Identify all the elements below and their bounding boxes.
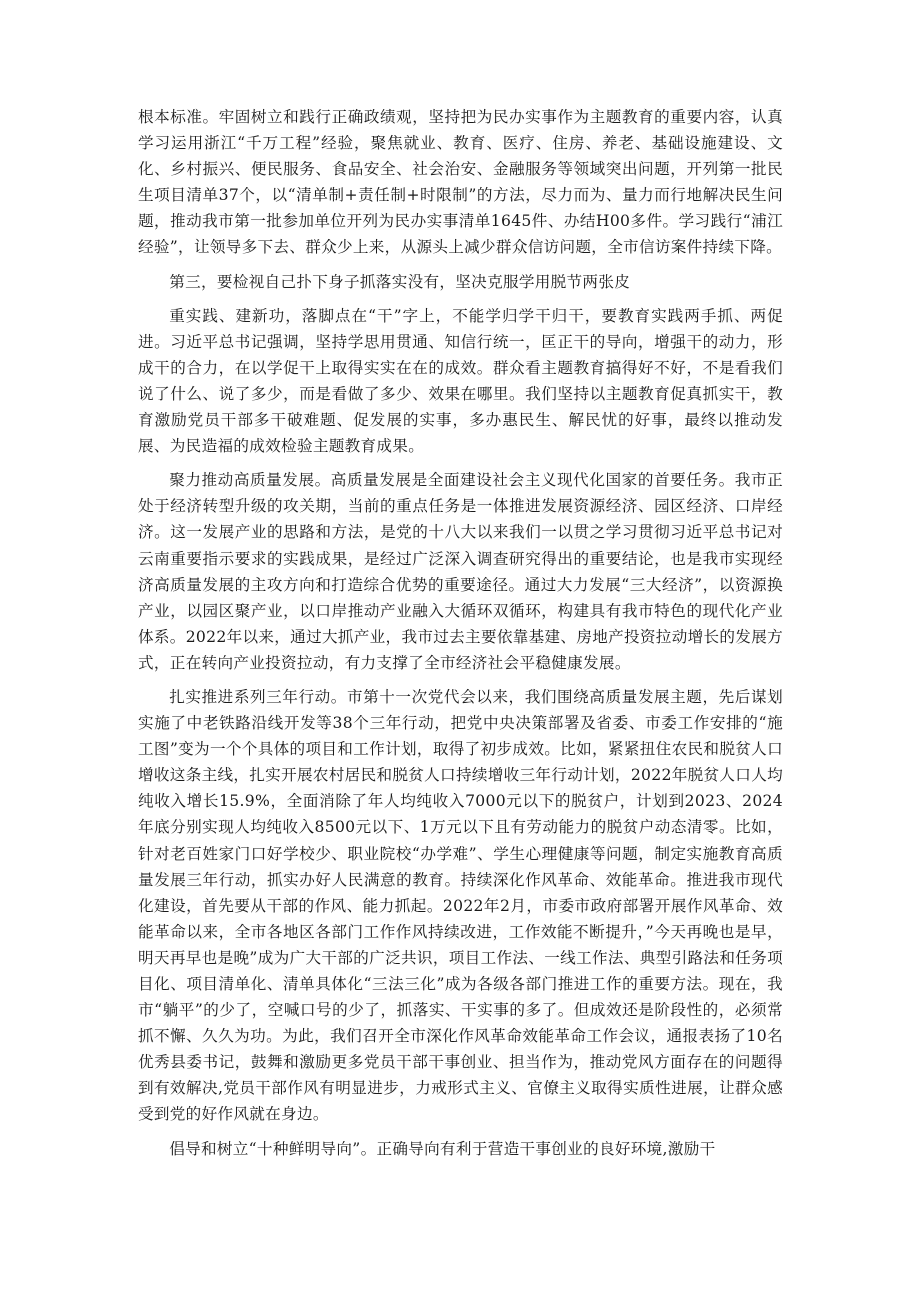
section-heading-third: 第三，要检视自己扑下身子抓落实没有，坚决克服学用脱节两张皮 — [169, 272, 631, 291]
paragraph-high-quality-development: 聚力推动高质量发展。高质量发展是全面建设社会主义现代化国家的首要任务。我市正处于经济转型升级的攻关期，当前的重点任务是一体推进发展资源经济、园区经济、口岸经济。这一发展产业的思路和方法，是党的十八大以来我们一以贯之学习贯彻习近平总书记对云南重要指示要求的实践成果，是经过广泛深入调查研究得出的重要结论，也是我市实现经济高质量发展的主攻方向和打造综合优势的重要途径。通过大力发展“三大经济”，以资源换产业，以园区聚产业，以口岸推动产业融入大循环双循环，构建具有我市特色的现代化产业体系。2022年以来，通过大抓产业，我市过去主要依靠基建、房地产投资拉动增长的发展方式，正在转向产业投资拉动，有力支撑了全市经济社会平稳健康发展。 — [138, 471, 783, 672]
paragraph-ten-orientations: 倡导和树立“十种鲜明导向”。正确导向有利于营造干事创业的良好环境,激励干 — [169, 1139, 716, 1158]
paragraph-continuation: 根本标准。牢固树立和践行正确政绩观，坚持把为民办实事作为主题教育的重要内容，认真学习运用浙江“千万工程”经验，聚焦就业、教育、医疗、住房、养老、基础设施建设、文化、乡村振兴、便民服务、食品安全、社会治安、金融服务等领域突出问题，开列第一批民生项目清单37个，以“清单制+责任制+时限制”的方法，尽力而为、量力而行地解决民生问题，推动我市第一批参加单位开列为民办实事清单1645件、办结H00多件。学习践行“浦江经验”，让领导多下去、群众少上来，从源头上减少群众信访问题，全市信访案件持续下降。 — [138, 108, 783, 257]
paragraph-three-year-actions: 扎实推进系列三年行动。市第十一次党代会以来，我们围绕高质量发展主题，先后谋划实施了中老铁路沿线开发等38个三年行动，把党中央决策部署及省委、市委工作安排的“施工图”变为一个个具体的项目和工作计划，取得了初步成效。比如，紧紧扭住农民和脱贫人口增收这条主线，扎实开展农村居民和脱贫人口持续增收三年行动计划，2022年脱贫人口人均纯收入增长15.9%，全面消除了年人均纯收入7000元以下的脱贫户，计划到2023、2024年底分别实现人均纯收入8500元以下、1万元以下且有劳动能力的脱贫户动态清零。比如，针对老百姓家门口好学校少、职业院校“办学难”、学生心理健康等问题，制定实施教育高质量发展三年行动，抓实办好人民满意的教育。持续深化作风革命、效能革命。推进我市现代化建设，首先要从干部的作风、能力抓起。2022年2月，市委市政府部署开展作风革命、效能革命以来，全市各地区各部门工作作风持续改进，工作效能不断提升，”今天再晚也是早，明天再早也是晚”成为广大干部的广泛共识，项目工作法、一线工作法、典型引路法和任务项目化、项目清单化、清单具体化“三法三化”成为各级各部门推进工作的重要方法。现在，我市“躺平”的少了，空喊口号的少了，抓落实、干实事的多了。但成效还是阶段性的，必须常抓不懈、久久为功。为此，我们召开全市深化作风革命效能革命工作会议，通报表扬了10名优秀县委书记，鼓舞和激励更多党员干部干事创业、担当作为，推动党风方面存在的问题得到有效解决,党员干部作风有明显进步，力戒形式主义、官僚主义取得实质性进展，让群众感受到党的好作风就在身边。 — [138, 687, 783, 1124]
paragraph-practice: 重实践、建新功，落脚点在“干”字上，不能学归学干归干，要教育实践两手抓、两促进。习近平总书记强调，坚持学思用贯通、知信行统一，匡正干的导向，增强干的动力，形成干的合力，在以学促干上取得实实在在的成效。群众看主题教育搞得好不好，不是看我们说了什么、说了多少，而是看做了多少、效果在哪里。我们坚持以主题教育促真抓实干，教育激励党员干部多干破难题、促发展的实事，多办惠民生、解民忧的好事，最终以推动发展、为民造福的成效检验主题教育成果。 — [138, 306, 783, 456]
document-page — [138, 104, 783, 1162]
